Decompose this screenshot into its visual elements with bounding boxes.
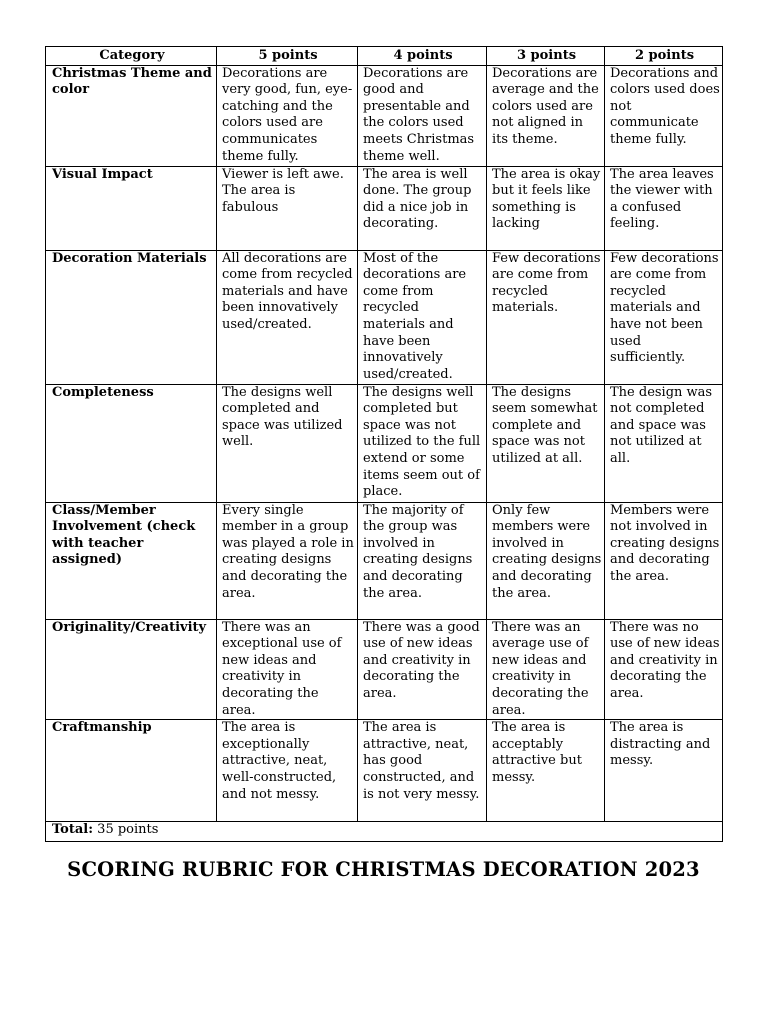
score-cell: There was a good use of new ideas and creativity in decorating the area.	[358, 619, 487, 720]
total-cell	[46, 822, 723, 842]
table-row	[46, 619, 723, 720]
category-cell: Completeness	[46, 384, 217, 502]
header-category: Category	[46, 47, 217, 66]
score-cell: The designs seem somewhat complete and space was not utilized at all.	[487, 384, 605, 502]
total-row	[46, 822, 723, 842]
category-cell: Originality/Creativity	[46, 619, 217, 720]
score-cell: Decorations are good and presentable and the colors used meets Christmas theme well.	[358, 65, 487, 166]
score-cell: The area is acceptably attractive but messy.	[487, 720, 605, 822]
header-3-points: 3 points	[487, 47, 605, 66]
score-cell: The designs well completed and space was utilized well.	[217, 384, 358, 502]
category-cell: Decoration Materials	[46, 250, 217, 384]
table-row	[46, 384, 723, 502]
category-cell: Christmas Theme and color	[46, 65, 217, 166]
score-cell: The area leaves the viewer with a confused feeling.	[605, 166, 723, 250]
score-cell: Decorations are very good, fun, eye-catching and the colors used are communicates theme fully.	[217, 65, 358, 166]
rubric-table	[45, 46, 723, 842]
score-cell: Only few members were involved in creating designs and decorating the area.	[487, 502, 605, 619]
score-cell: There was no use of new ideas and creativity in decorating the area.	[605, 619, 723, 720]
total-label: Total:	[52, 822, 94, 838]
score-cell: The area is exceptionally attractive, neat, well-constructed, and not messy.	[217, 720, 358, 822]
header-row	[46, 47, 723, 66]
category-cell: Class/Member Involvement (check with teacher assigned)	[46, 502, 217, 619]
table-row	[46, 166, 723, 250]
header-4-points: 4 points	[358, 47, 487, 66]
score-cell: The area is attractive, neat, has good constructed, and is not very messy.	[358, 720, 487, 822]
score-cell: Most of the decorations are come from recycled materials and have been innovatively used/created.	[358, 250, 487, 384]
score-cell: Viewer is left awe. The area is fabulous	[217, 166, 358, 250]
category-cell: Craftmanship	[46, 720, 217, 822]
score-cell: Members were not involved in creating designs and decorating the area.	[605, 502, 723, 619]
score-cell: The area is distracting and messy.	[605, 720, 723, 822]
score-cell: The designs well completed but space was not utilized to the full extend or some items seem out of place.	[358, 384, 487, 502]
score-cell: Decorations and colors used does not communicate theme fully.	[605, 65, 723, 166]
score-cell: Every single member in a group was played a role in creating designs and decorating the area.	[217, 502, 358, 619]
table-row	[46, 502, 723, 619]
score-cell: The area is okay but it feels like something is lacking	[487, 166, 605, 250]
score-cell: Few decorations are come from recycled materials.	[487, 250, 605, 384]
table-row	[46, 65, 723, 166]
header-2-points: 2 points	[605, 47, 723, 66]
category-cell: Visual Impact	[46, 166, 217, 250]
score-cell: There was an average use of new ideas and creativity in decorating the area.	[487, 619, 605, 720]
document-title: SCORING RUBRIC FOR CHRISTMAS DECORATION 2023	[67, 858, 700, 881]
header-5-points: 5 points	[217, 47, 358, 66]
score-cell: The area is well done. The group did a nice job in decorating.	[358, 166, 487, 250]
score-cell: All decorations are come from recycled materials and have been innovatively used/created.	[217, 250, 358, 384]
table-row	[46, 720, 723, 822]
table-row	[46, 250, 723, 384]
score-cell: The design was not completed and space was not utilized at all.	[605, 384, 723, 502]
score-cell: Few decorations are come from recycled materials and have not been used sufficiently.	[605, 250, 723, 384]
score-cell: There was an exceptional use of new ideas and creativity in decorating the area.	[217, 619, 358, 720]
score-cell: Decorations are average and the colors used are not aligned in its theme.	[487, 65, 605, 166]
total-value: 35 points	[97, 822, 159, 838]
score-cell: The majority of the group was involved in creating designs and decorating the area.	[358, 502, 487, 619]
